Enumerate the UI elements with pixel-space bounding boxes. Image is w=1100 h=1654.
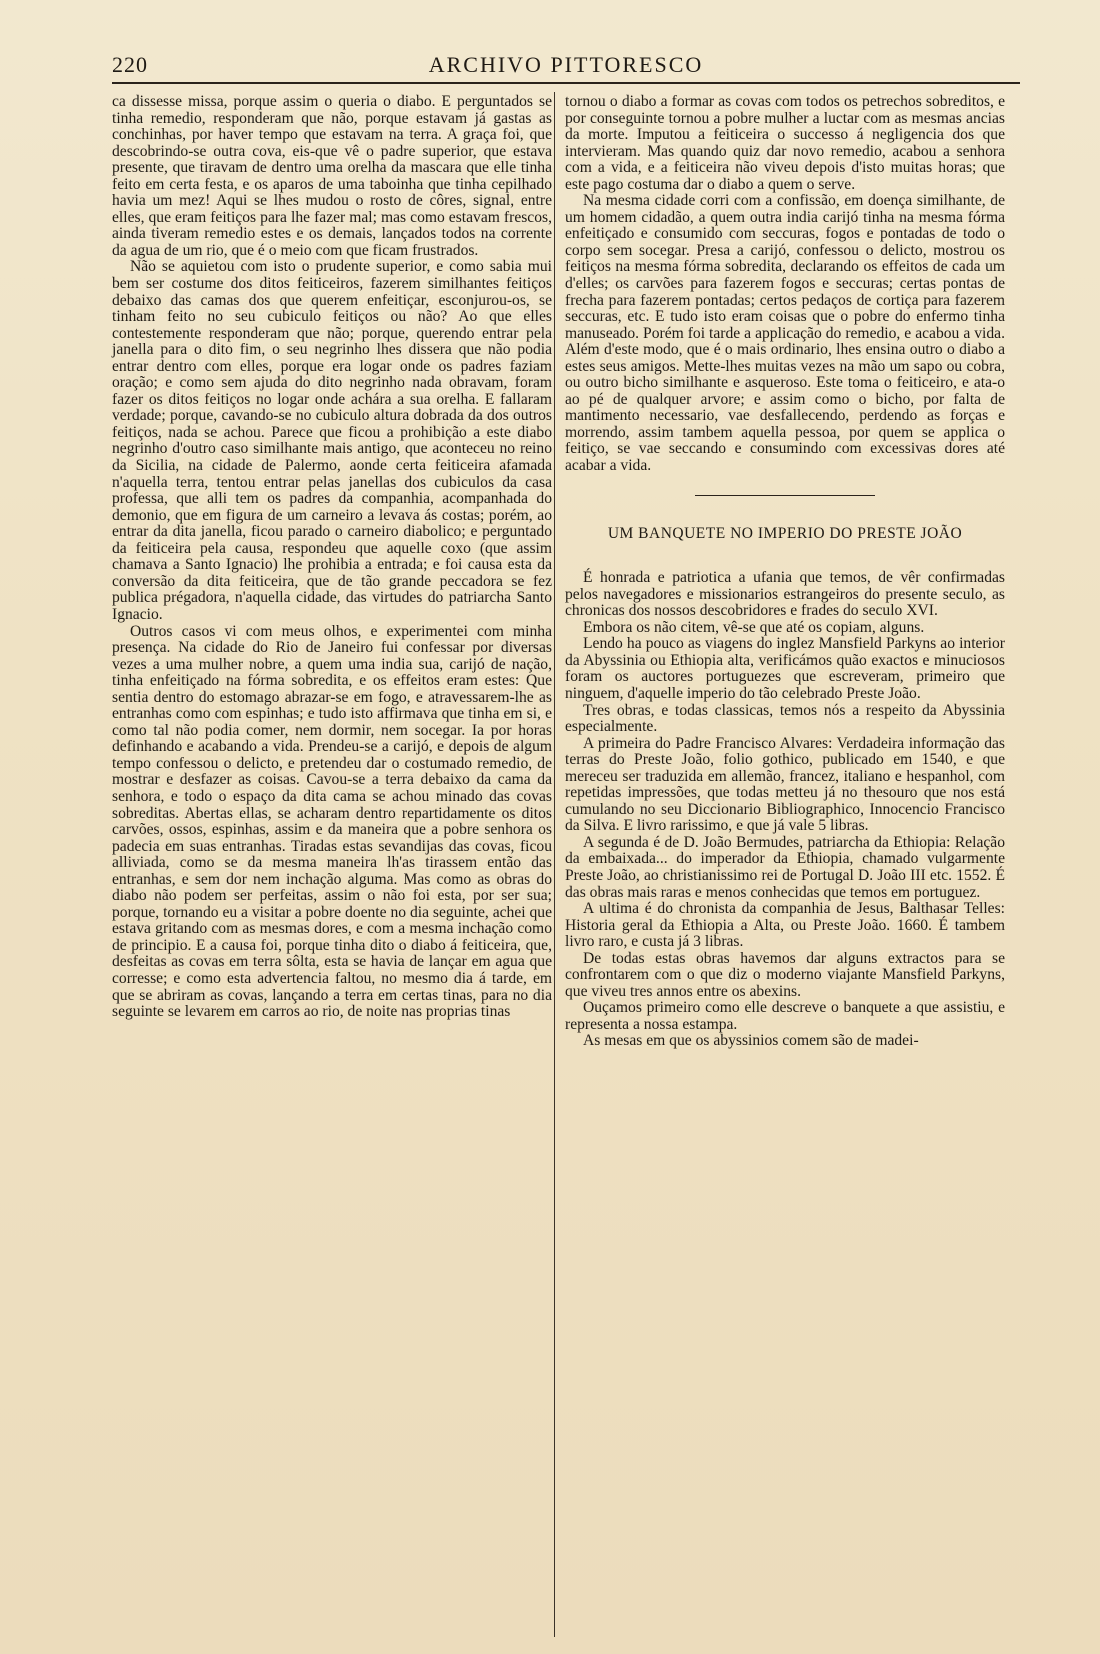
- paragraph: Na mesma cidade corri com a confissão, em doença similhante, de um homem cidadão, a quem outra india carijó tinha na mesma fórma enfeitiçado e consumido com seccuras, fogos e pontadas de todo o corpo sem socegar. Presa a carijó, confessou o delicto, mostrou os feitiços na mesma fórma sobredita, declarando os effeitos de cada um d'elles; os carvões para fazerem fogos e seccuras; certas pontas de frecha para fazerem pontadas; certos pedaços de cortiça para fazerem seccuras, etc. E tudo isto eram coisas que o pobre do enfermo tinha manuseado. Porém foi tarde a applicação do remedio, e acabou a vida. Além d'este modo, que é o mais ordinario, lhes ensina outro o diabo a estes seus amigos. Mette-lhes muitas vezes na mão um sapo ou cobra, ou outro bicho similhante e asqueroso. Este toma o feiticeiro, e ata-o ao pé de qualquer arvore; e assim como o bicho, por falta de mantimento necessario, vae desfallecendo, perdendo as forças e morrendo, assim tambem aquella pessoa, por quem se applica o feitiço, se vae seccando e consumindo com excessivas dores até acabar a vida.: [565, 192, 1005, 475]
- left-column: [112, 94, 552, 1021]
- running-title: ARCHIVO PITTORESCO: [428, 52, 704, 77]
- page-header: [112, 52, 1020, 82]
- paragraph: A ultima é do chronista da companhia de Jesus, Balthasar Telles: Historia geral da Ethiopia a Alta, ou Preste João. 1660. É tambem livro raro, e custa já 3 libras.: [565, 900, 1005, 951]
- paragraph: Tres obras, e todas classicas, temos nós a respeito da Abyssinia especialmente.: [565, 701, 1005, 736]
- paragraph: As mesas em que os abyssinios comem são de madei-: [583, 1032, 919, 1050]
- header-rule: [112, 82, 1020, 84]
- paragraph: É honrada e patriotica a ufania que temos, de vêr confirmadas pelos navegadores e missionarios estrangeiros do presente seculo, as chronicas dos nossos descobridores e frades do seculo XVI.: [565, 569, 1005, 620]
- paragraph: Ouçamos primeiro como elle descreve o banquete a que assistiu, e representa a nossa estampa.: [565, 999, 1005, 1033]
- paragraph: ca dissesse missa, porque assim o queria o diabo. E perguntados se tinha remedio, responderam que não, porque estavam já gastas as conchinhas, por haver tempo que estavam na terra. A graça foi, que descobrindo-se outra cova, eis-que vê o padre superior, que estava presente, que tiravam de dentro uma orelha da mascara que elle tinha feito em certa festa, e os aparos de uma taboinha que tinha cepilhado havia um mez! Aqui se lhes mudou o rosto de côres, signal, entre elles, que eram feitiços para lhe fazer mal; mas como estavam frescos, ainda tiveram remedio estes e os demais, lançados todos na corrente da agua de um rio, que é o meio com que ficam frustrados.: [112, 93, 552, 259]
- right-column: [565, 94, 1005, 1050]
- paragraph: Não se aquietou com isto o prudente superior, e como sabia mui bem ser costume dos ditos feiticeiros, fazerem similhantes feitiços debaixo das camas dos que querem enfeitiçar, esconjurou-os, se tinham feito no seu cubiculo feitiços ou não? Ao que elles contestemente responderam que não; porque, querendo entrar pela janella para o dito fim, o seu negrinho lhes dissera que não podia entrar dentro com elles, porque era logar onde os padres faziam oração; e como sem ajuda do dito negrinho nada obravam, foram fazer os ditos feitiços no logar onde achára a sua orelha. E fallaram verdade; porque, cavando-se no cubiculo altura dobrada da dos outros feitiços, nada se achou. Parece que ficou a prohibição a este diabo negrinho d'outro caso similhante mais antigo, que aconteceu no reino da Sicilia, na cidade de Palermo, aonde certa feiticeira afamada n'aquella terra, tentou entrar pelas janellas dos cubiculos da casa professa, que alli tem os padres da companhia, acompanhada do demonio, que em figura de um carneiro a levava ás costas; porém, ao entrar da dita janella, ficou parado o carneiro diabolico; e perguntado da feiticeira pela causa, respondeu que aquelle coxo (que assim chamava a Santo Ignacio) lhe prohibia a entrada; e foi causa esta da conversão da dita feiticeira, que de tão grande peccadora se fez publica prégadora, n'aquella cidade, das virtudes do patriarcha Santo Ignacio.: [112, 258, 552, 623]
- paragraph: Outros casos vi com meus olhos, e experimentei com minha presença. Na cidade do Rio de Janeiro fui confessar por diversas vezes a uma mulher nobre, a quem uma india sua, carijó de nação, tinha enfeitiçado na fórma sobredita, e os effeitos eram estes: Que sentia dentro do estomago abrazar-se em fogo, e atravessarem-lhe as entranhas como com espinhas; e tudo isto affirmava que tinha em si, e como tal não podia comer, nem dormir, nem socegar. Ia por horas definhando e acabando a vida. Prendeu-se a carijó, e depois de algum tempo confessou o delicto, e pretendeu dar o costumado remedio, de mostrar e desfazer as coisas. Cavou-se a terra debaixo da cama da senhora, e todo o espaço da dita cama se achou minado das covas sobreditas. Abertas ellas, se acharam dentro repartidamente os ditos carvões, ossos, espinhas, assim e da maneira que a pobre senhora os padecia em suas entranhas. Tiradas estas sevandijas das covas, ficou alliviada, como se da mesma maneira lh'as tirassem então das entranhas, e sem dor nem inchação alguma. Mas como as obras do diabo não podem ser perfeitas, assim o não foi esta, por ser sua; porque, tornando eu a visitar a pobre doente no dia seguinte, achei que estava gritando com as mesmas dores, e com a mesma inchação como de principio. E a causa foi, porque tinha dito o diabo á feiticeira, que, desfeitas as covas em terra sôlta, esta se havia de lançar em agua que corresse; e como esta advertencia faltou, no mesmo dia á tarde, em que se abriram as covas, lançando a terra em certas tinas, para no dia seguinte se levarem em carros ao rio, de noite nas proprias tinas: [112, 622, 552, 1021]
- paragraph: A primeira do Padre Francisco Alvares: Verdadeira informação das terras do Preste João, folio gothico, publicado em 1540, e que mereceu ser traduzida em allemão, francez, italiano e hespanhol, com repetidas impressões, que todas metteu já no thesouro que nos está cumulando no seu Diccionario Bibliographico, Innocencio Francisco da Silva. E livro rarissimo, e que já vale 5 libras.: [565, 734, 1005, 835]
- column-divider: [554, 92, 555, 1637]
- section-title: UM BANQUETE NO IMPERIO DO PRESTE JOÃO: [607, 524, 963, 542]
- page-number: 220: [112, 52, 148, 77]
- paragraph: Embora os não citem, vê-se que até os copiam, alguns.: [583, 618, 925, 636]
- section-separator: [695, 495, 875, 496]
- paragraph: De todas estas obras havemos dar alguns extractos para se confrontarem com o que diz o moderno viajante Mansfield Parkyns, que viveu tres annos entre os abexins.: [565, 949, 1005, 1000]
- paragraph: A segunda é de D. João Bermudes, patriarcha da Ethiopia: Relação da embaixada... do imperador da Ethiopia, chamado vulgarmente Preste João, ao christianissimo rei de Portugal D. João III etc. 1552. É das obras mais raras e menos conhecidas que temos em portuguez.: [565, 833, 1005, 901]
- paragraph: Lendo ha pouco as viagens do inglez Mansfield Parkyns ao interior da Abyssinia ou Ethiopia alta, verificámos quão exactos e minuciosos foram os auctores portuguezes que escreveram, primeiro que ninguem, d'aquelle imperio do tão celebrado Preste João.: [565, 635, 1005, 702]
- paragraph: tornou o diabo a formar as covas com todos os petrechos sobreditos, e por conseguinte tornou a pobre mulher a luctar com as mesmas ancias da morte. Imputou a feiticeira o successo á negligencia dos que intervieram. Mas quando quiz dar novo remedio, acabou a senhora com a vida, e a feiticeira não viveu depois d'isto muitas horas; que este pago costuma dar o diabo a quem o serve.: [565, 93, 1005, 193]
